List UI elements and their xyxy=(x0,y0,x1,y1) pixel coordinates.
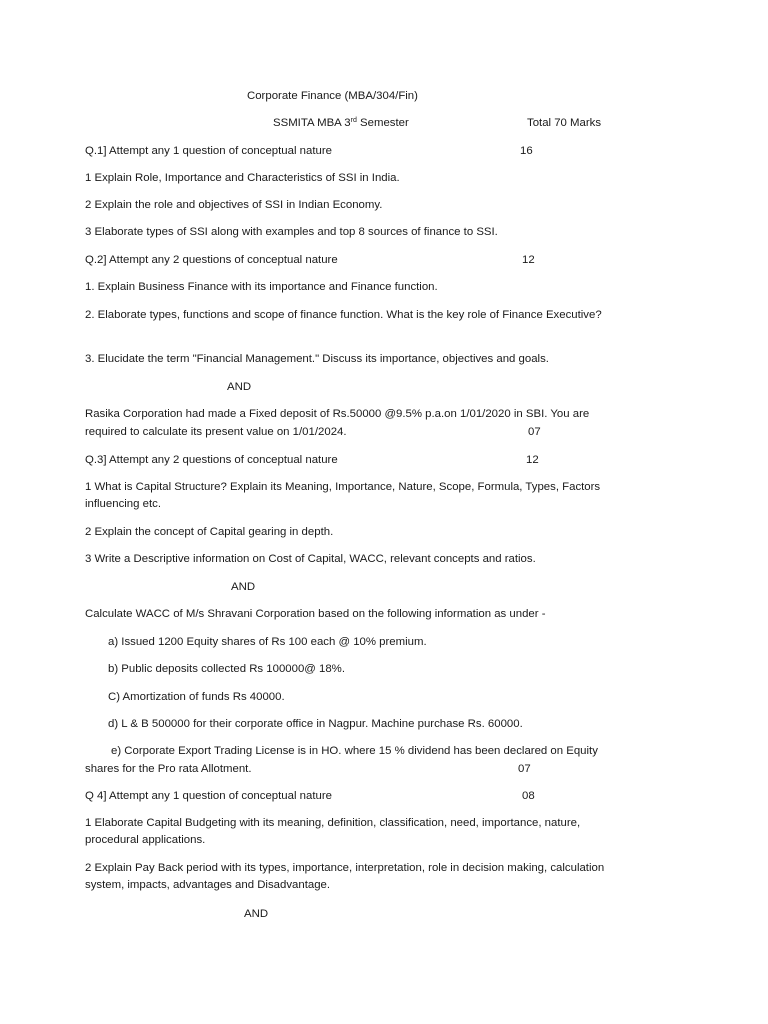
total-marks: Total 70 Marks xyxy=(527,117,602,129)
q4-heading: Q 4] Attempt any 1 question of conceptual nature xyxy=(85,790,332,802)
q3-sub-item-d: d) L & B 500000 for their corporate office in Nagpur. Machine purchase Rs. 60000. xyxy=(108,718,523,730)
q2-item-2: 2. Elaborate types, functions and scope of finance function. What is the key role of Finance Executive? xyxy=(85,309,602,321)
semester-label: Semester xyxy=(356,117,409,129)
q1-item-1: 1 Explain Role, Importance and Characteristics of SSI in India. xyxy=(85,172,400,184)
q2-item-3: 3. Elucidate the term "Financial Management." Discuss its importance, objectives and goals. xyxy=(85,353,549,365)
institute-name: SSMITA MBA 3 xyxy=(273,117,351,129)
q3-heading: Q.3] Attempt any 2 questions of conceptual nature xyxy=(85,454,338,466)
q2-and: AND xyxy=(227,381,252,393)
q1-marks: 16 xyxy=(520,145,533,157)
q4-marks: 08 xyxy=(522,790,535,802)
semester-superscript: rd xyxy=(350,117,357,124)
q3-problem-intro: Calculate WACC of M/s Shravani Corporation based on the following information as under - xyxy=(85,608,546,620)
q4-item-1: 1 Elaborate Capital Budgeting with its meaning, definition, classification, need, importance, nature, procedural applications. xyxy=(85,817,581,846)
q2-problem-marks: 07 xyxy=(528,426,541,438)
q1-item-3: 3 Elaborate types of SSI along with examples and top 8 sources of finance to SSI. xyxy=(85,226,498,238)
q2-item-1: 1. Explain Business Finance with its importance and Finance function. xyxy=(85,281,438,293)
q4-and: AND xyxy=(244,908,269,920)
q3-sub-item-e-line-2: shares for the Pro rata Allotment. xyxy=(85,763,252,775)
q3-item-1: 1 What is Capital Structure? Explain its Meaning, Importance, Nature, Scope, Formula, Types, Factors influencing etc. xyxy=(85,481,601,510)
q3-item-2: 2 Explain the concept of Capital gearing in depth. xyxy=(85,526,334,538)
q3-sub-item-a: a) Issued 1200 Equity shares of Rs 100 each @ 10% premium. xyxy=(108,636,427,648)
institute-semester xyxy=(273,115,409,132)
q3-sub-item-b: b) Public deposits collected Rs 100000@ 18%. xyxy=(108,663,345,675)
q3-sub-item-e-line-1: e) Corporate Export Trading License is in HO. where 15 % dividend has been declared on Equity xyxy=(111,745,598,757)
q3-problem-marks: 07 xyxy=(518,763,531,775)
paper-title: Corporate Finance (MBA/304/Fin) xyxy=(247,90,418,102)
q1-item-2: 2 Explain the role and objectives of SSI in Indian Economy. xyxy=(85,199,383,211)
q2-problem-line-2: required to calculate its present value on 1/01/2024. xyxy=(85,426,347,438)
q3-sub-item-c: C) Amortization of funds Rs 40000. xyxy=(108,691,285,703)
q2-heading: Q.2] Attempt any 2 questions of conceptual nature xyxy=(85,254,338,266)
q3-item-3: 3 Write a Descriptive information on Cost of Capital, WACC, relevant concepts and ratios. xyxy=(85,553,536,565)
q3-and: AND xyxy=(231,581,256,593)
q1-heading: Q.1] Attempt any 1 question of conceptual nature xyxy=(85,145,332,157)
q2-problem-line-1: Rasika Corporation had made a Fixed deposit of Rs.50000 @9.5% p.a.on 1/01/2020 in SBI. You are xyxy=(85,408,590,420)
q4-item-2: 2 Explain Pay Back period with its types, importance, interpretation, role in decision making, calculation system, impacts, advantages and Disadvantage. xyxy=(85,862,605,891)
q3-marks: 12 xyxy=(526,454,539,466)
q2-marks: 12 xyxy=(522,254,535,266)
